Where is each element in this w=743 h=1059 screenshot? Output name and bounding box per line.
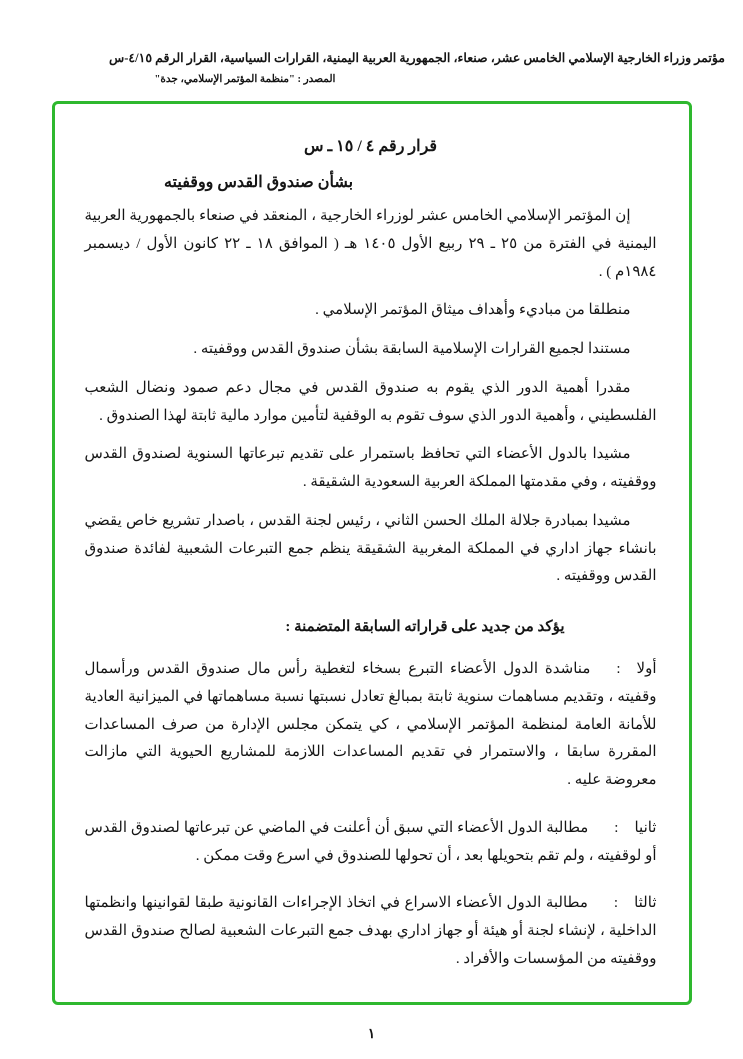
page-number: ١	[367, 1027, 376, 1042]
item-2-label: ثانيا	[634, 819, 657, 836]
item-3-text: مطالبة الدول الأعضاء الاسراع في اتخاذ الإجراءات القانونية طبقا لقوانينها وانظمتها الداخلية ، لإنشاء لجنة أو هيئة أو جهاز اداري بهدف جمع التبرعات الشعبية لصالح صندوق القدس ووقفيته من المؤسسات والأفراد .	[84, 895, 657, 967]
header-title: مؤتمر وزراء الخارجية الإسلامي الخامس عشر، صنعاء، الجمهورية العربية اليمنية، القرارات السياسية، القرار الرقم ٤/١٥-س	[109, 51, 725, 65]
page-footer	[0, 1026, 743, 1043]
item-2-separator: :	[614, 819, 619, 836]
item-1-text: مناشدة الدول الأعضاء التبرع بسخاء لتغطية رأس مال صندوق القدس ورأسمال وقفيته ، وتقديم مساهمات سنوية ثابتة بمبالغ تعادل نسبتها نسبة مساهماتها في الميزانية العادية للأمانة العامة لمنظمة المؤتمر الإسلامي ، كي يتمكن مجلس الإدارة من صرف المساعدات المقررة سابقا ، والاستمرار في تقديم المساعدات اللازمة للمشاريع الحيوية التي مازالت معروضة عليه .	[84, 661, 657, 788]
resolution-item-3	[85, 890, 657, 973]
resolution-number-title: قرار رقم ٤ / ١٥ ـ س	[303, 138, 438, 155]
resolution-item-2	[85, 815, 657, 871]
header-source: المصدر : "منظمة المؤتمر الإسلامي، جدة"	[154, 74, 336, 85]
preamble-paragraph-3: مستندا لجميع القرارات الإسلامية السابقة بشأن صندوق القدس ووقفيته .	[193, 341, 631, 357]
resolution-item-1	[85, 656, 657, 795]
preamble-paragraph-2: منطلقا من مباديء وأهداف ميثاق المؤتمر الإسلامي .	[315, 302, 631, 319]
resolution-frame	[52, 101, 692, 1005]
item-3-separator: :	[613, 895, 619, 912]
item-3-label: ثالثا	[634, 895, 657, 912]
document-header	[0, 0, 743, 85]
item-1-separator: :	[616, 661, 621, 677]
resolution-subject-title: بشأن صندوق القدس ووقفيته	[163, 174, 354, 191]
item-1-label: أولا	[636, 661, 657, 677]
affirmation-line: يؤكد من جديد على قراراته السابقة المتضمنة :	[285, 619, 565, 635]
preamble-paragraph-4: مقدرا أهمية الدور الذي يقوم به صندوق القدس في مجال دعم صمود ونضال الشعب الفلسطيني ، وأهمية الدور الذي سوف تقوم به الوقفية لتأمين موارد مالية ثابتة لهذا الصندوق .	[84, 379, 657, 424]
preamble-paragraph-6: مشيدا بمبادرة جلالة الملك الحسن الثاني ، رئيس لجنة القدس ، باصدار تشريع خاص يقضي بانشاء جهاز اداري في المملكة المغربية الشقيقة ينظم جمع التبرعات الشعبية لفائدة صندوق القدس ووقفيته .	[84, 512, 657, 585]
preamble-paragraph-5: مشيدا بالدول الأعضاء التي تحافظ باستمرار على تقديم تبرعاتها السنوية لصندوق القدس ووقفيته ، وفي مقدمتها المملكة العربية السعودية الشقيقة .	[84, 446, 657, 490]
item-2-text: مطالبة الدول الأعضاء التي سبق أن أعلنت في الماضي عن تبرعاتها لصندوق القدس أو لوقفيته ، ولم تقم بتحويلها بعد ، أن تحولها للصندوق في اسرع وقت ممكن .	[84, 819, 657, 864]
preamble-paragraph-1: إن المؤتمر الإسلامي الخامس عشر لوزراء الخارجية ، المنعقد في صنعاء بالجمهورية العربية اليمنية في الفترة من ٢٥ ـ ٢٩ ربيع الأول ١٤٠٥ هـ ( الموافق ١٨ ـ ٢٢ كانون الأول / ديسمبر ١٩٨٤م ) .	[84, 208, 657, 280]
